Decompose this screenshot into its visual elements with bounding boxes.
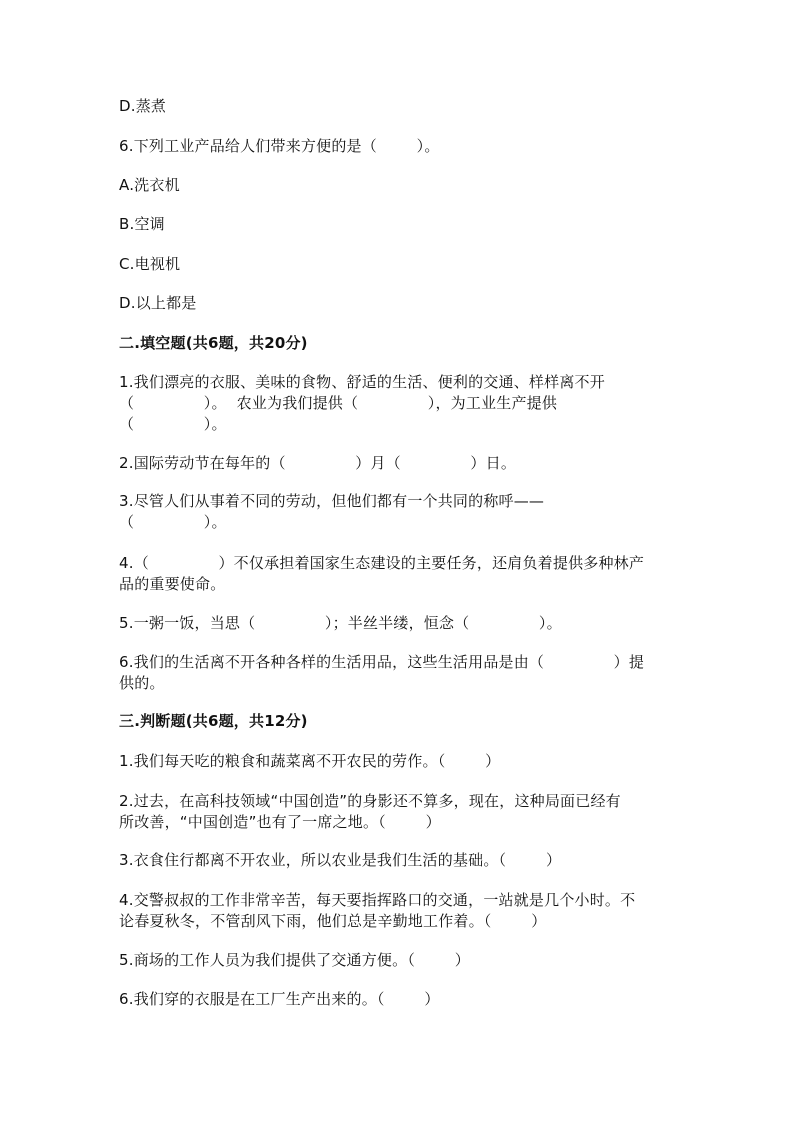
question-line: 5.商场的工作人员为我们提供了交通方便。（ ）: [119, 951, 470, 969]
question-line: 3.尽管人们从事着不同的劳动，但他们都有一个共同的称呼——: [119, 492, 545, 510]
question-line: 2.国际劳动节在每年的（ ）月（ ）日。: [119, 454, 517, 472]
question-line: 3.衣食住行都离不开农业，所以农业是我们生活的基础。（ ）: [119, 851, 562, 869]
question-line: 论春夏秋冬，不管刮风下雨，他们总是辛勤地工作着。（ ）: [119, 912, 547, 930]
question-line: 1.我们漂亮的衣服、美味的食物、舒适的生活、便利的交通、样样离不开: [119, 373, 605, 391]
question-line: 4.（ ）不仅承担着国家生态建设的主要任务，还肩负着提供多种林产: [119, 554, 645, 572]
question-line: 品的重要使命。: [119, 575, 226, 593]
question-line: 2.过去，在高科技领域“中国创造”的身影还不算多，现在，这种局面已经有: [119, 792, 621, 810]
question-line: 1.我们每天吃的粮食和蔬菜离不开农民的劳作。（ ）: [119, 752, 501, 770]
section2-heading: 二.填空题(共6题，共20分): [119, 334, 308, 352]
question-line: 6.我们穿的衣服是在工厂生产出来的。（ ）: [119, 990, 440, 1008]
q6-option-c: C.电视机: [119, 255, 181, 273]
q6-option-b: B.空调: [119, 215, 165, 233]
q5-option-d: D.蒸煮: [119, 97, 167, 115]
q6-option-d: D.以上都是: [119, 294, 197, 312]
question-line: 所改善，“中国创造”也有了一席之地。（ ）: [119, 813, 441, 831]
question-line: （ ）。: [119, 415, 227, 433]
question-line: 5.一粥一饭，当思（ ）；半丝半缕，恒念（ ）。: [119, 614, 562, 632]
question-line: （ ）。 农业为我们提供（ ），为工业生产提供: [119, 394, 558, 412]
question-line: 供的。: [119, 674, 165, 692]
q6-stem: 6.下列工业产品给人们带来方便的是（ ）。: [119, 137, 440, 155]
question-line: 4.交警叔叔的工作非常辛苦，每天要指挥路口的交通，一站就是几个小时。不: [119, 891, 636, 909]
section3-heading: 三.判断题(共6题，共12分): [119, 712, 308, 730]
question-line: （ ）。: [119, 513, 227, 531]
q6-option-a: A.洗衣机: [119, 176, 180, 194]
question-line: 6.我们的生活离不开各种各样的生活用品，这些生活用品是由（ ）提: [119, 653, 645, 671]
